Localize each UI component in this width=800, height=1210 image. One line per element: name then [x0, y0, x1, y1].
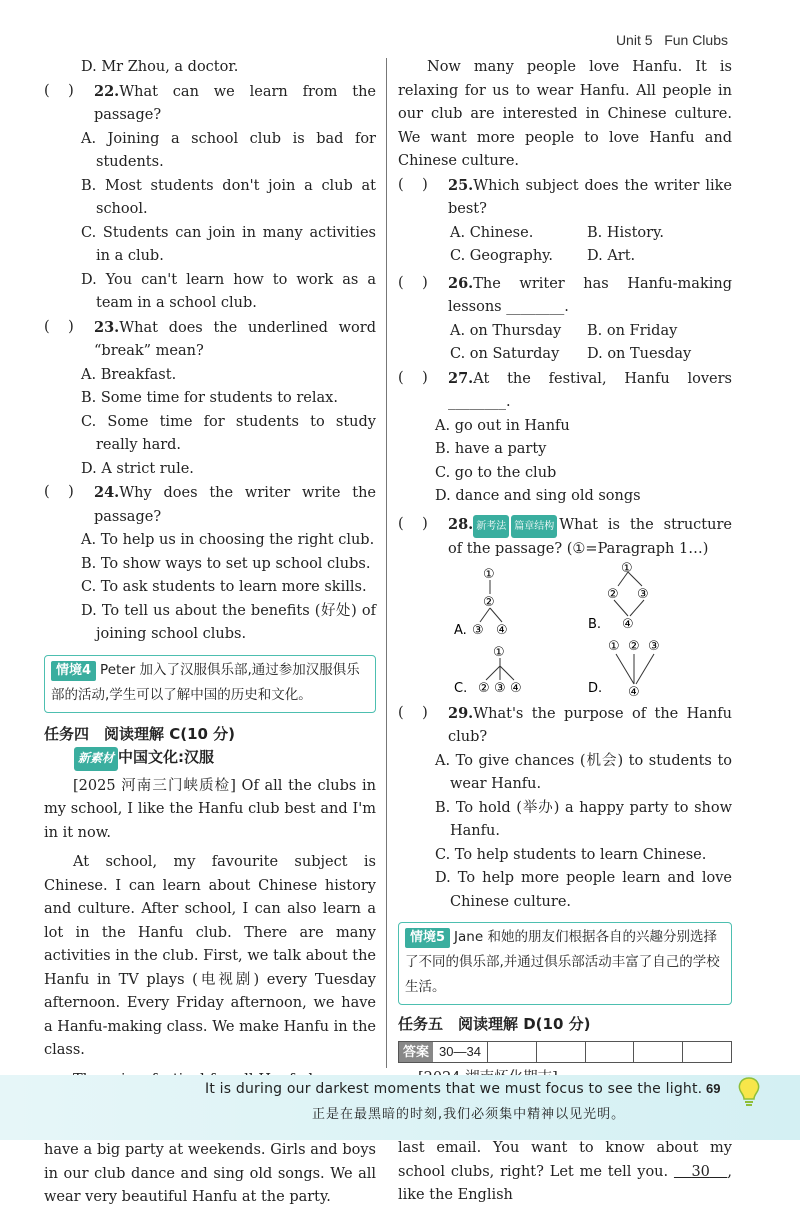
- node: ②: [478, 680, 490, 696]
- option: B. History.: [587, 224, 664, 241]
- option: D. dance and sing old songs: [435, 488, 641, 504]
- answer-bar: [398, 1041, 732, 1063]
- scenario-tag: 情境5: [405, 928, 450, 948]
- page-footer: [0, 1075, 800, 1140]
- node: ③: [637, 586, 649, 602]
- passage-paragraph: [2025 河南三门峡质检] Of all the clubs in my school, I like the Hanfu club best and I'm in it now.: [44, 777, 376, 841]
- question-23: ( ) 23.What does the underlined word “break” mean?: [44, 316, 376, 364]
- scenario-4-box: [44, 655, 376, 713]
- option: B. have a party: [435, 441, 547, 457]
- unit-title: Fun Clubs: [664, 32, 728, 48]
- node: ②: [483, 594, 495, 610]
- option-label: B.: [588, 616, 602, 632]
- option: C. Students can join in many activities in a club.: [81, 224, 376, 264]
- node: ③: [494, 680, 506, 696]
- new-exam-tag: 新考法: [473, 515, 509, 539]
- page-header: [616, 32, 728, 48]
- option: D. To help more people learn and love Chinese culture.: [435, 870, 732, 910]
- node: ④: [496, 622, 508, 638]
- option: D. Art.: [587, 248, 636, 264]
- option: C. To help students to learn Chinese.: [435, 846, 707, 863]
- left-column: [44, 56, 376, 1210]
- option-label: D.: [588, 680, 603, 696]
- question-28: ( ) 28. 新考法 篇章结构 What is the structure of the passage? (①=Paragraph 1…): [398, 513, 732, 562]
- answer-blank[interactable]: ( ): [44, 484, 74, 500]
- structure-diagram-svg: [398, 562, 732, 702]
- new-material-tag: 新素材: [74, 747, 118, 771]
- option: A. Breakfast.: [81, 366, 177, 383]
- answer-range: 30—34: [433, 1042, 488, 1062]
- option: B. To show ways to set up school clubs.: [81, 555, 371, 572]
- scenario-5-box: [398, 922, 732, 1005]
- blank-30[interactable]: 30: [691, 1163, 710, 1180]
- answer-cell[interactable]: [488, 1042, 537, 1062]
- right-column: [398, 56, 732, 1208]
- column-divider: [386, 58, 387, 1068]
- node: ④: [628, 684, 640, 700]
- answer-cell[interactable]: [537, 1042, 586, 1062]
- question-29: ( ) 29.What's the purpose of the Hanfu club?: [398, 702, 732, 750]
- node: ②: [628, 638, 640, 654]
- task-5-title: 任务五 阅读理解 D(10 分): [398, 1015, 591, 1033]
- node: ①: [608, 638, 620, 654]
- option: A. Joining a school club is bad for students.: [81, 130, 376, 170]
- option: D. To tell us about the benefits (好处) of joining school clubs.: [81, 602, 376, 642]
- option: C. Geography.: [450, 248, 554, 264]
- option: C. Some time for students to study really hard.: [81, 413, 376, 453]
- node: ③: [472, 622, 484, 638]
- node: ①: [483, 566, 495, 582]
- lightbulb-icon: [734, 1075, 764, 1107]
- option: A. go out in Hanfu: [435, 417, 570, 434]
- option: A. To help us in choosing the right club.: [81, 532, 375, 548]
- question-24: ( ) 24.Why does the writer write the passage?: [44, 481, 376, 529]
- node: ④: [622, 616, 634, 632]
- option: C. go to the club: [435, 464, 557, 481]
- answer-blank[interactable]: ( ): [398, 515, 428, 532]
- footer-quote-en: It is during our darkest moments that we must focus to see the light.: [205, 1081, 703, 1097]
- option: B. Most students don't join a club at school.: [81, 177, 376, 217]
- option: D. You can't learn how to work as a team in a school club.: [81, 271, 376, 311]
- task-4-subtitle: 新素材 中国文化:汉服: [74, 746, 376, 771]
- option: B. To hold (举办) a happy party to show Hanfu.: [435, 799, 732, 839]
- question-22: ( ) 22.What can we learn from the passage?: [44, 80, 376, 128]
- option-label: C.: [454, 680, 468, 696]
- answer-cell[interactable]: [586, 1042, 635, 1062]
- letter-paragraph: last email. You want to know about my school clubs, right? Let me tell you. 30 , like the English: [398, 1140, 733, 1203]
- node: ③: [648, 638, 660, 654]
- q21-option-d: D. Mr Zhou, a doctor.: [81, 59, 239, 75]
- option-label: A.: [454, 622, 467, 638]
- question-26: ( ) 26.The writer has Hanfu-making lessons ________.: [398, 272, 732, 320]
- page-number: 69: [706, 1081, 721, 1096]
- option: B. Some time for students to relax.: [81, 390, 338, 406]
- scenario-text: Peter 加入了汉服俱乐部,通过参加汉服俱乐部的活动,学生可以了解中国的历史和文化。: [51, 661, 360, 703]
- answer-cell[interactable]: [683, 1042, 731, 1062]
- answer-blank[interactable]: ( ): [44, 82, 74, 99]
- unit-label: Unit 5: [615, 32, 653, 48]
- option: A. Chinese.: [450, 224, 534, 241]
- option: B. on Friday: [587, 322, 678, 339]
- answer-blank[interactable]: ( ): [398, 176, 428, 193]
- answer-blank[interactable]: ( ): [398, 704, 428, 721]
- node: ④: [510, 680, 522, 696]
- footer-quote-cn: 正是在最黑暗的时刻,我们必须集中精神以见光明。: [312, 1107, 626, 1122]
- answer-cell[interactable]: [634, 1042, 683, 1062]
- question-25: ( ) 25.Which subject does the writer like best?: [398, 174, 732, 222]
- structure-tag: 篇章结构: [511, 515, 557, 539]
- option: D. A strict rule.: [81, 460, 194, 477]
- answer-blank[interactable]: ( ): [44, 318, 74, 335]
- passage-paragraph: Now many people love Hanfu. It is relaxing for us to wear Hanfu. All people in our club are interested in Chinese culture. We want more people to love Hanfu and Chinese culture.: [398, 59, 732, 169]
- scenario-tag: 情境4: [51, 661, 96, 681]
- question-27: ( ) 27.At the festival, Hanfu lovers ________.: [398, 367, 732, 415]
- passage-paragraph: At school, my favourite subject is Chinese. I can learn about Chinese history and culture. After school, I can also learn a lot in the Hanfu club. There are many activities in the club. First, we talk about the Hanfu in TV plays (电视剧) every Tuesday afternoon. Every Friday afternoon, we have a Hanfu-making class. We make Hanfu in the class.: [44, 854, 376, 1058]
- node: ①: [621, 561, 633, 576]
- option: C. To ask students to learn more skills.: [81, 579, 367, 595]
- passage-paragraph: have a big party at weekends. Girls and boys in our club dance and sing old songs. We all wear very beautiful Hanfu at the party.: [44, 1142, 376, 1205]
- task-4-title: 任务四 阅读理解 C(10 分): [44, 724, 236, 743]
- answer-blank[interactable]: ( ): [398, 274, 428, 291]
- answer-label: 答案: [399, 1042, 433, 1062]
- option: A. on Thursday: [450, 322, 562, 339]
- structure-diagrams: [398, 562, 732, 702]
- answer-blank[interactable]: ( ): [398, 369, 428, 386]
- scenario-text: Jane 和她的朋友们根据各自的兴趣分别选择了不同的俱乐部,并通过俱乐部活动丰富了自己的学校生活。: [405, 929, 720, 995]
- option: A. To give chances (机会) to students to wear Hanfu.: [435, 752, 732, 792]
- option: C. on Saturday: [450, 346, 560, 362]
- option: D. on Tuesday: [587, 346, 692, 362]
- node: ②: [607, 586, 619, 602]
- node: ①: [493, 644, 505, 660]
